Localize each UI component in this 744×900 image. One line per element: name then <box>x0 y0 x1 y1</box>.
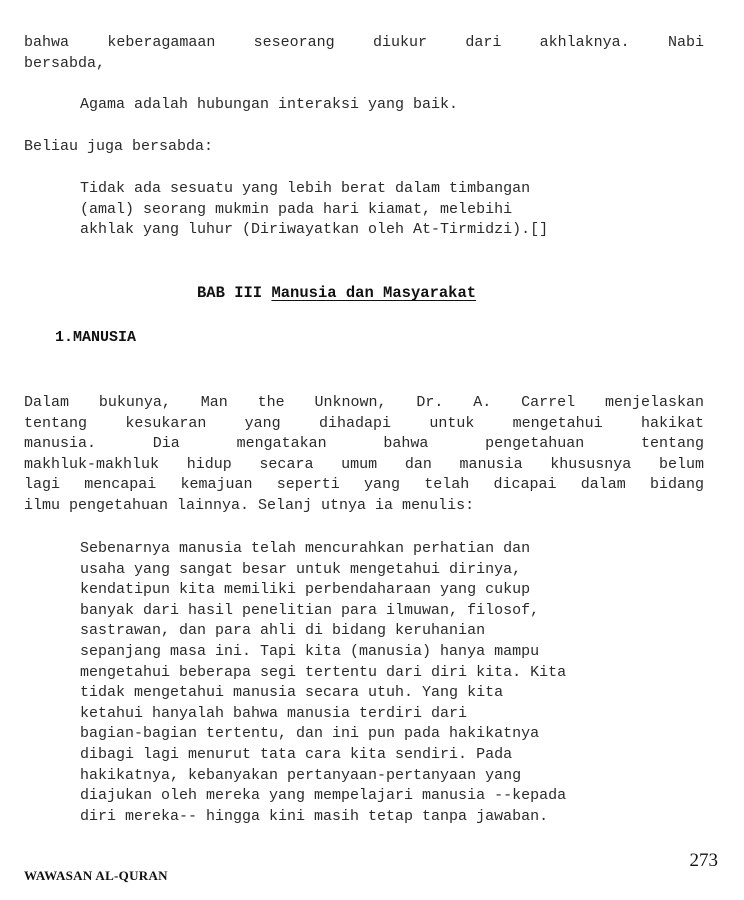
quote-line: sepanjang masa ini. Tapi kita (manusia) hanya mampu <box>80 642 540 660</box>
quote-line: dibagi lagi menurut tata cara kita sendiri. Pada <box>80 745 513 763</box>
text-line: lagi mencapai kemajuan seperti yang telah dicapai dalam bidang <box>24 476 704 494</box>
quote-line: tidak mengetahui manusia secara utuh. Yang kita <box>80 684 504 702</box>
section-heading <box>55 328 136 349</box>
footer-book-title: WAWASAN AL-QURAN <box>24 868 168 883</box>
quote-line: diri mereka-- hingga kini masih tetap tanpa jawaban. <box>80 807 549 825</box>
quote-line: banyak dari hasil penelitian para ilmuwan, filosof, <box>80 601 540 619</box>
quote-line: mengetahui beberapa segi tertentu dari diri kita. Kita <box>80 663 567 681</box>
quote-line: hakikatnya, kebanyakan pertanyaan-pertanyaan yang <box>80 766 522 784</box>
text-line: Dalam bukunya, Man the Unknown, Dr. A. Carrel menjelaskan <box>24 394 704 411</box>
quote-line: diajukan oleh mereka yang mempelajari manusia --kepada <box>80 787 567 805</box>
quote-line: bagian-bagian tertentu, dan ini pun pada hakikatnya <box>80 725 540 743</box>
quote-line: ketahui hanyalah bahwa manusia terdiri dari <box>80 704 468 722</box>
block-quote <box>80 95 458 116</box>
chapter-heading <box>197 283 476 304</box>
paragraph-body <box>24 393 704 517</box>
text-line: bersabda, <box>24 54 106 72</box>
quote-line: (amal) seorang mukmin pada hari kiamat, melebihi <box>80 200 513 218</box>
text-line: ilmu pengetahuan lainnya. Selanj utnya ia menulis: <box>24 496 475 514</box>
paragraph-continuation <box>24 33 704 74</box>
quote-line: sastrawan, dan para ahli di bidang keruhanian <box>80 622 486 640</box>
text-line: bahwa keberagamaan seseorang diukur dari akhlaknya. Nabi <box>24 34 704 51</box>
chapter-title: Manusia dan Masyarakat <box>271 284 477 302</box>
paragraph <box>24 137 213 158</box>
quote-line: usaha yang sangat besar untuk mengetahui dirinya, <box>80 560 522 578</box>
quote-line: Tidak ada sesuatu yang lebih berat dalam timbangan <box>80 180 531 197</box>
quote-line: kendatipun kita memiliki perbendaharaan yang cukup <box>80 581 531 599</box>
quote-line: akhlak yang luhur (Diriwayatkan oleh At-Tirmidzi).[] <box>80 221 549 239</box>
text-line: Beliau juga bersabda: <box>24 138 214 155</box>
text-line: tentang kesukaran yang dihadapi untuk mengetahui hakikat <box>24 414 704 432</box>
section-title: MANUSIA <box>73 329 137 346</box>
page-number: 273 <box>689 850 718 871</box>
text-line: manusia. Dia mengatakan bahwa pengetahuan tentang <box>24 435 704 453</box>
block-quote <box>80 539 566 827</box>
quote-line: Agama adalah hubungan interaksi yang baik. <box>80 96 459 113</box>
chapter-prefix: BAB III <box>197 284 263 302</box>
block-quote <box>80 179 548 241</box>
section-number: 1. <box>55 329 74 346</box>
text-line: makhluk-makhluk hidup secara umum dan manusia khususnya belum <box>24 455 704 473</box>
quote-line: Sebenarnya manusia telah mencurahkan perhatian dan <box>80 540 531 557</box>
